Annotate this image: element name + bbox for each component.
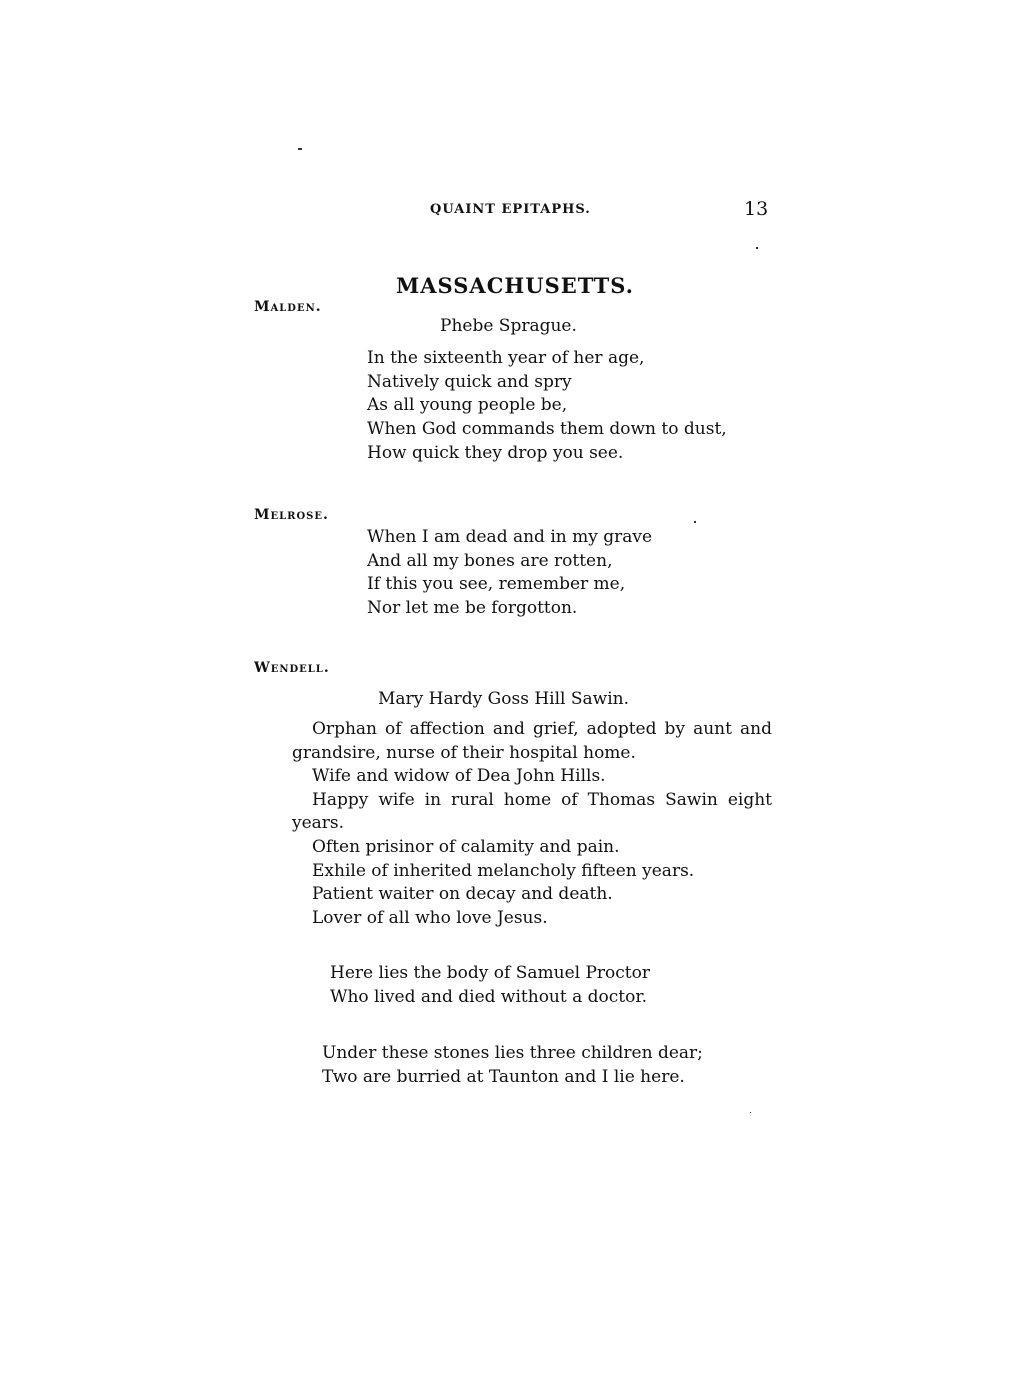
- verse-line: As all young people be,: [367, 395, 568, 416]
- verse-line: In the sixteenth year of her age,: [367, 348, 645, 368]
- epitaph-verse-melrose: [367, 526, 652, 621]
- prose-paragraph: Patient waiter on decay and death.: [312, 884, 613, 905]
- prose-paragraph: Exhile of inherited melancholy fifteen years.: [312, 860, 695, 881]
- verse-line: Natively quick and spry: [367, 371, 572, 392]
- place-label-wendell: Wendell.: [254, 660, 330, 676]
- running-head: QUAINT EPITAPHS.: [430, 202, 591, 217]
- prose-paragraph: Often prisinor of calamity and pain.: [312, 836, 620, 857]
- epitaph-verse-proctor: [330, 962, 650, 1009]
- verse-line: Who lived and died without a doctor.: [330, 986, 648, 1007]
- place-label-melrose: Melrose.: [254, 507, 329, 523]
- scan-speck: [298, 148, 302, 150]
- prose-paragraph: Wife and widow of Dea John Hills.: [312, 766, 606, 787]
- prose-paragraph: Happy wife in rural home of Thomas Sawin eight years.: [292, 789, 772, 834]
- place-label-malden: Malden.: [254, 299, 322, 315]
- epitaph-verse-malden: [367, 347, 727, 466]
- verse-line: And all my bones are rotten,: [367, 550, 613, 571]
- page-number: 13: [744, 198, 769, 220]
- verse-line: Two are burried at Taunton and I lie here.: [322, 1066, 685, 1087]
- scan-speck: [756, 247, 758, 249]
- scan-speck: [750, 1112, 751, 1113]
- section-title: MASSACHUSETTS.: [396, 273, 634, 298]
- verse-line: Nor let me be forgotton.: [367, 598, 578, 619]
- epitaph-name-phebe-sprague: Phebe Sprague.: [440, 316, 577, 336]
- verse-line: Here lies the body of Samuel Proctor: [330, 963, 650, 983]
- verse-line: How quick they drop you see.: [367, 442, 624, 463]
- epitaph-name-mary-sawin: Mary Hardy Goss Hill Sawin.: [378, 689, 629, 709]
- prose-paragraph: Lover of all who love Jesus.: [312, 907, 548, 928]
- epitaph-verse-taunton: [322, 1042, 703, 1089]
- epitaph-prose-wendell: [292, 718, 772, 930]
- prose-paragraph: Orphan of affection and grief, adopted by aunt and grandsire, nurse of their hospital home.: [292, 719, 772, 763]
- scan-speck: [694, 521, 696, 523]
- verse-line: When I am dead and in my grave: [367, 527, 653, 547]
- verse-line: When God commands them down to dust,: [367, 419, 727, 440]
- verse-line: If this you see, remember me,: [367, 574, 626, 595]
- verse-line: Under these stones lies three children dear;: [322, 1043, 703, 1063]
